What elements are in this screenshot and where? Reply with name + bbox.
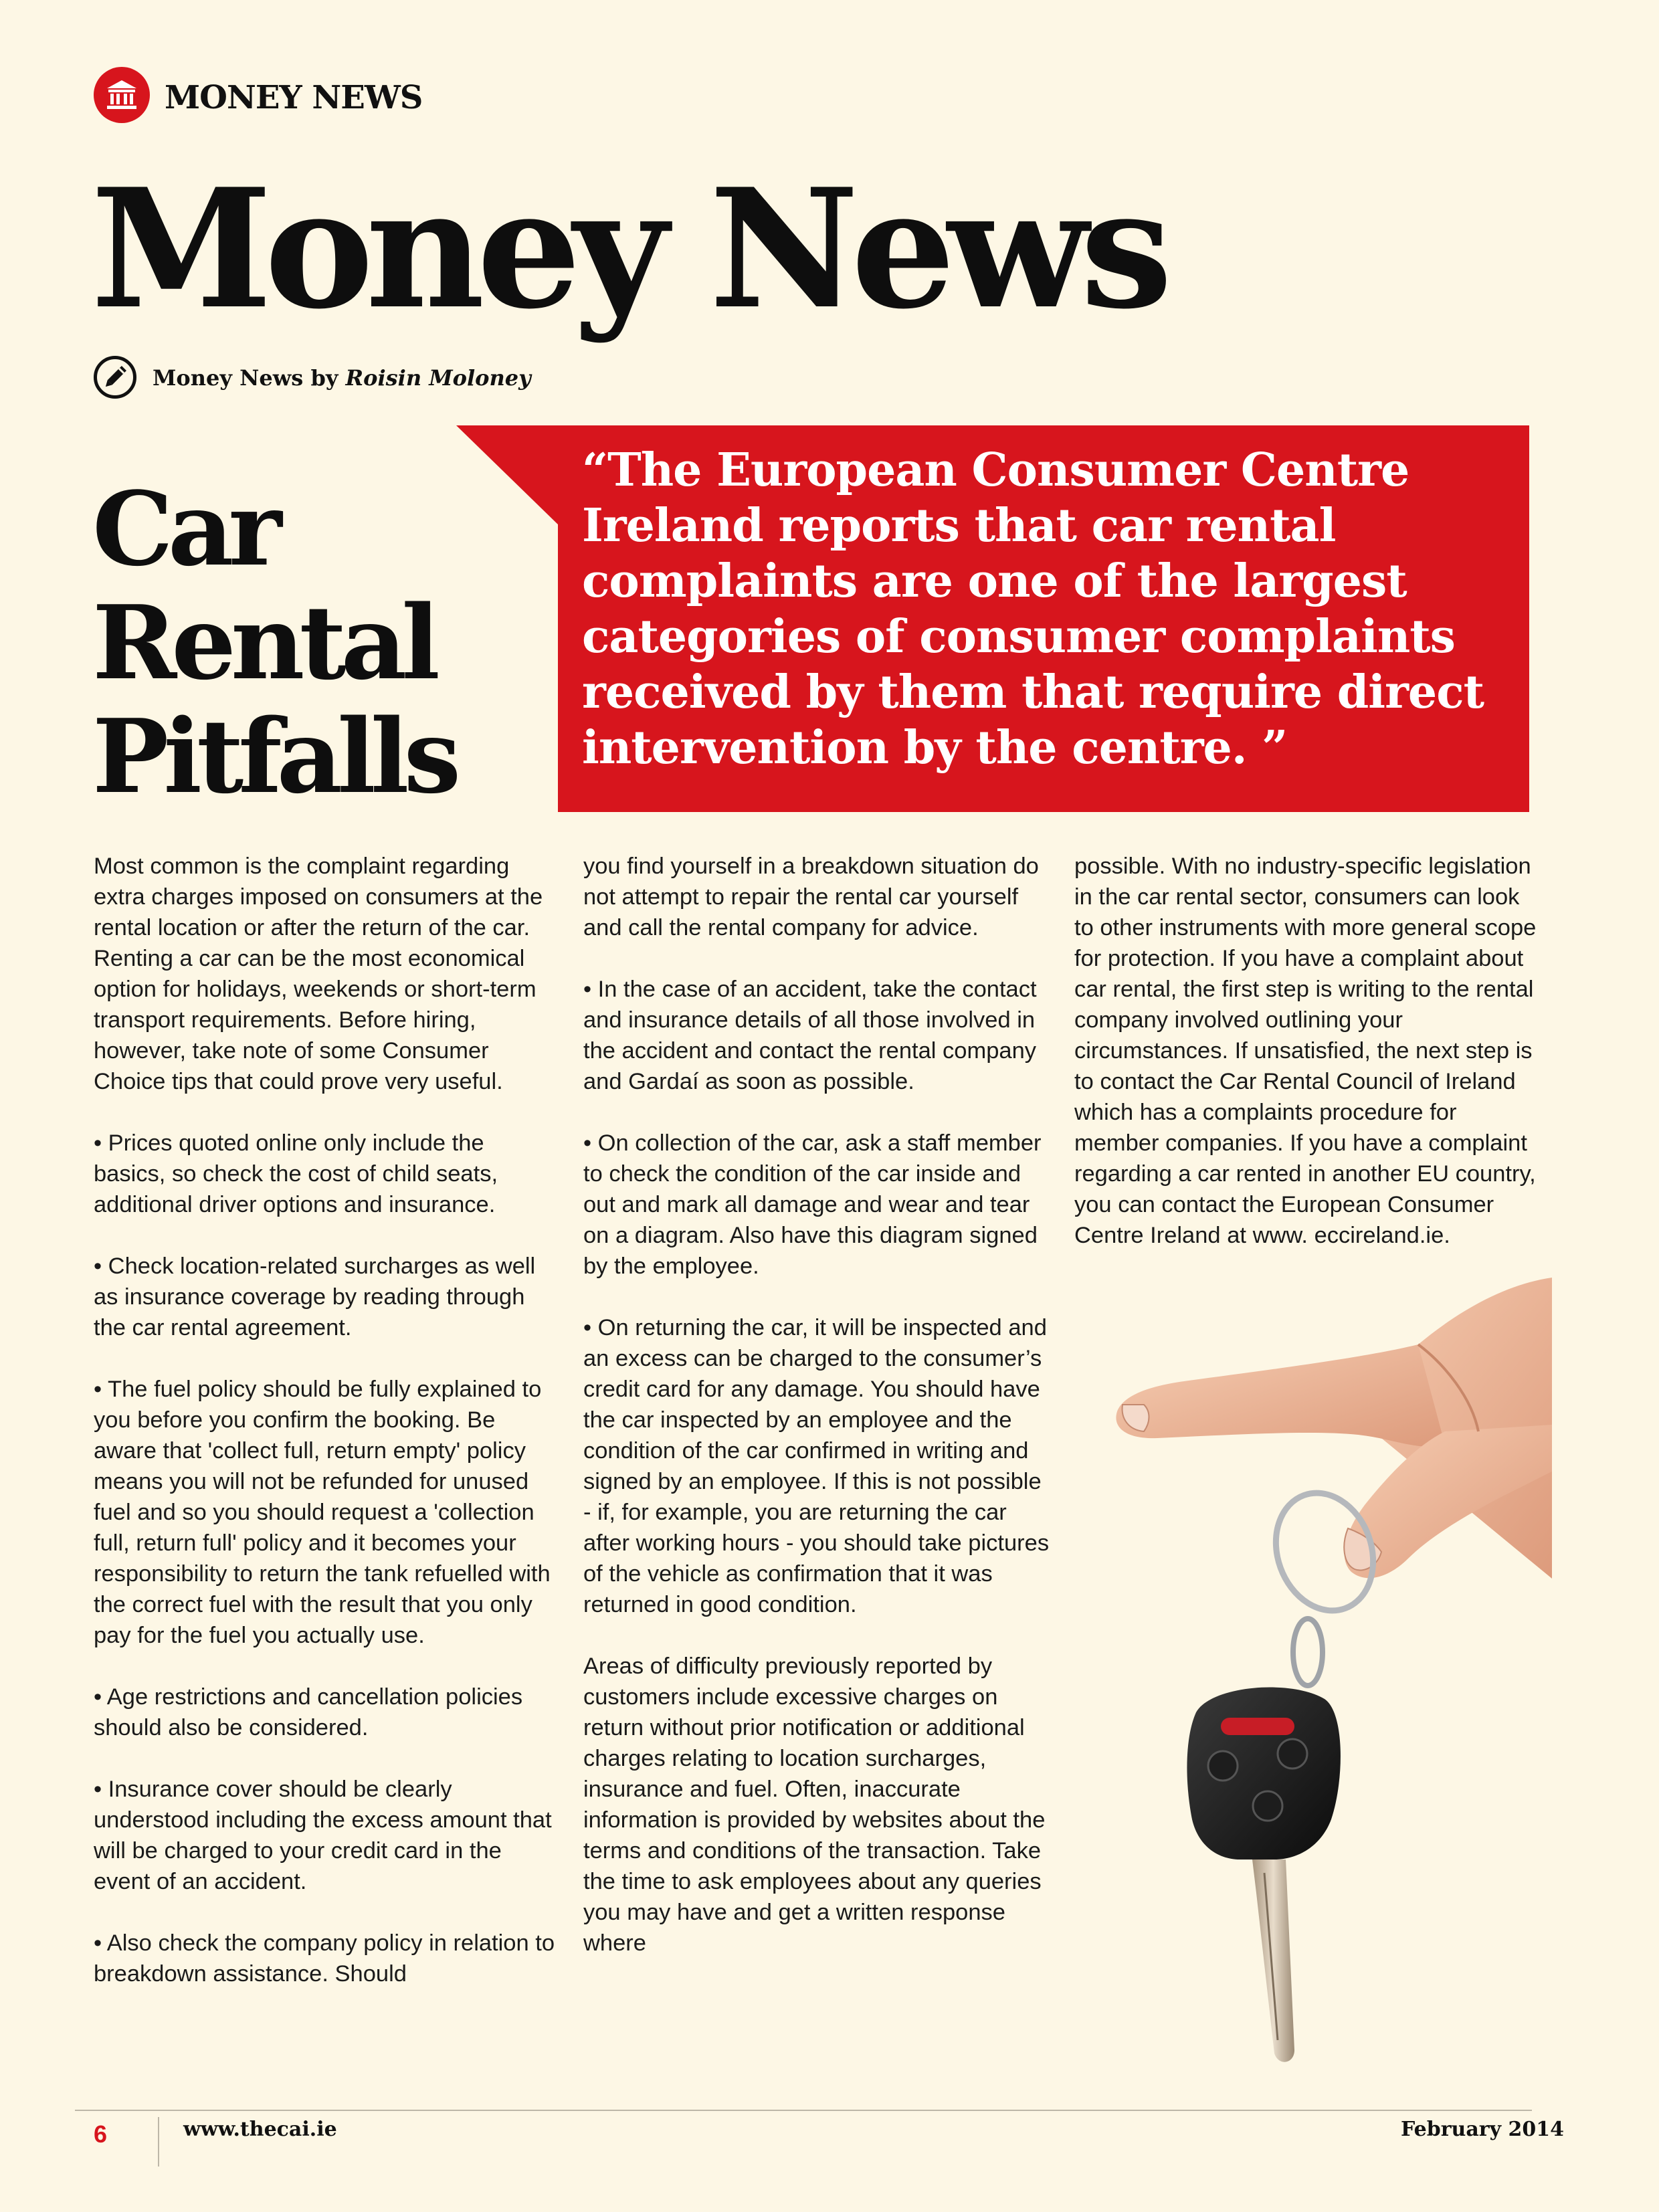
byline — [153, 365, 531, 391]
footer-divider — [158, 2117, 159, 2167]
article-title — [92, 469, 456, 816]
article-column-2 — [583, 851, 1052, 1958]
paragraph: • The fuel policy should be fully explained to you before you confirm the booking. Be aware that 'collect full, return empty' policy means you will not be refunded for unused fuel and so you should request a 'collection full, return full' policy and it becomes your responsibility to return the tank refuelled with the correct fuel with the result that you only pay for the fuel you actually use. — [94, 1377, 551, 1648]
byline-prefix: Money News by — [153, 365, 338, 391]
paragraph: Most common is the complaint regarding extra charges imposed on consumers at the rental location or after the return of the car. Renting a car can be the most economical option for holidays, weekends or short-term transport requirements. Before hiring, however, take note of some Consumer Choice tips that could prove very useful. — [94, 853, 543, 1094]
paragraph: • In the case of an accident, take the contact and insurance details of all those involved in the accident and contact the rental company and Gardaí as soon as possible. — [583, 977, 1037, 1094]
paragraph: • Insurance cover should be clearly understood including the excess amount that will be charged to your credit card in the event of an accident. — [94, 1777, 552, 1894]
hand-holding-car-key-image — [1044, 1271, 1552, 2074]
paragraph: • Check location-related surcharges as well as insurance coverage by reading through the car rental agreement. — [94, 1253, 536, 1340]
paragraph: • On returning the car, it will be inspected and an excess can be charged to the consumer’s credit card for any damage. You should have the car inspected by an employee and the condition of the car confirmed in writing and signed by an employee. If this is not possible - if, for example, you are returning the car after working hours - you should take pictures of the vehicle as confirmation that it was returned in good condition. — [583, 1315, 1050, 1617]
article-column-3 — [1074, 851, 1543, 1251]
article-title-line: Rental — [92, 583, 435, 702]
footer-rule — [75, 2110, 1532, 2111]
paragraph: you find yourself in a breakdown situation do not attempt to repair the rental car yourself and call the rental company for advice. — [583, 853, 1039, 940]
bank-icon — [94, 67, 150, 123]
page-title: Money News — [91, 153, 1165, 345]
page-number: 6 — [94, 2120, 108, 2148]
paragraph: • On collection of the car, ask a staff member to check the condition of the car inside and out and mark all damage and wear and tear on a diagram. Also have this diagram signed by the employee. — [583, 1130, 1042, 1279]
byline-author: Roisin Moloney — [345, 365, 531, 391]
paragraph: Areas of difficulty previously reported by customers include excessive charges on return without prior notification or additional charges relating to location surcharges, insurance and fuel. Often, inaccurate information is provided by websites about the terms and conditions of the transaction. Take the time to ask employees about any queries you may have and get a written response where — [583, 1653, 1046, 1956]
paragraph: • Also check the company policy in relation to breakdown assistance. Should — [94, 1930, 555, 1987]
pull-quote-text: “The European Consumer Centre Ireland reports that car rental complaints are one of the largest categories of consumer complaints received by them that require direct intervention by the centre. ” — [582, 443, 1484, 775]
article-title-line: Car — [92, 469, 277, 589]
pencil-icon — [94, 356, 136, 399]
section-label: MONEY NEWS — [165, 79, 423, 116]
pull-quote — [456, 425, 1529, 812]
footer-date: February 2014 — [1401, 2118, 1564, 2141]
article-title-line: Pitfalls — [92, 696, 456, 816]
paragraph: possible. With no industry-specific legislation in the car rental sector, consumers can look to other instruments with more general scope for protection. If you have a complaint about car rental, the first step is writing to the rental company involved outlining your circumstances. If unsatisfied, the next step is to contact the Car Rental Council of Ireland which has a complaints procedure for member companies. If you have a complaint regarding a car rented in another EU country, you can contact the European Consumer Centre Ireland at www. eccireland.ie. — [1074, 853, 1537, 1248]
paragraph: • Age restrictions and cancellation policies should also be considered. — [94, 1684, 523, 1740]
paragraph: • Prices quoted online only include the basics, so check the cost of child seats, additional driver options and insurance. — [94, 1130, 498, 1217]
footer-url[interactable]: www.thecai.ie — [183, 2118, 337, 2141]
article-column-1 — [94, 851, 562, 1989]
